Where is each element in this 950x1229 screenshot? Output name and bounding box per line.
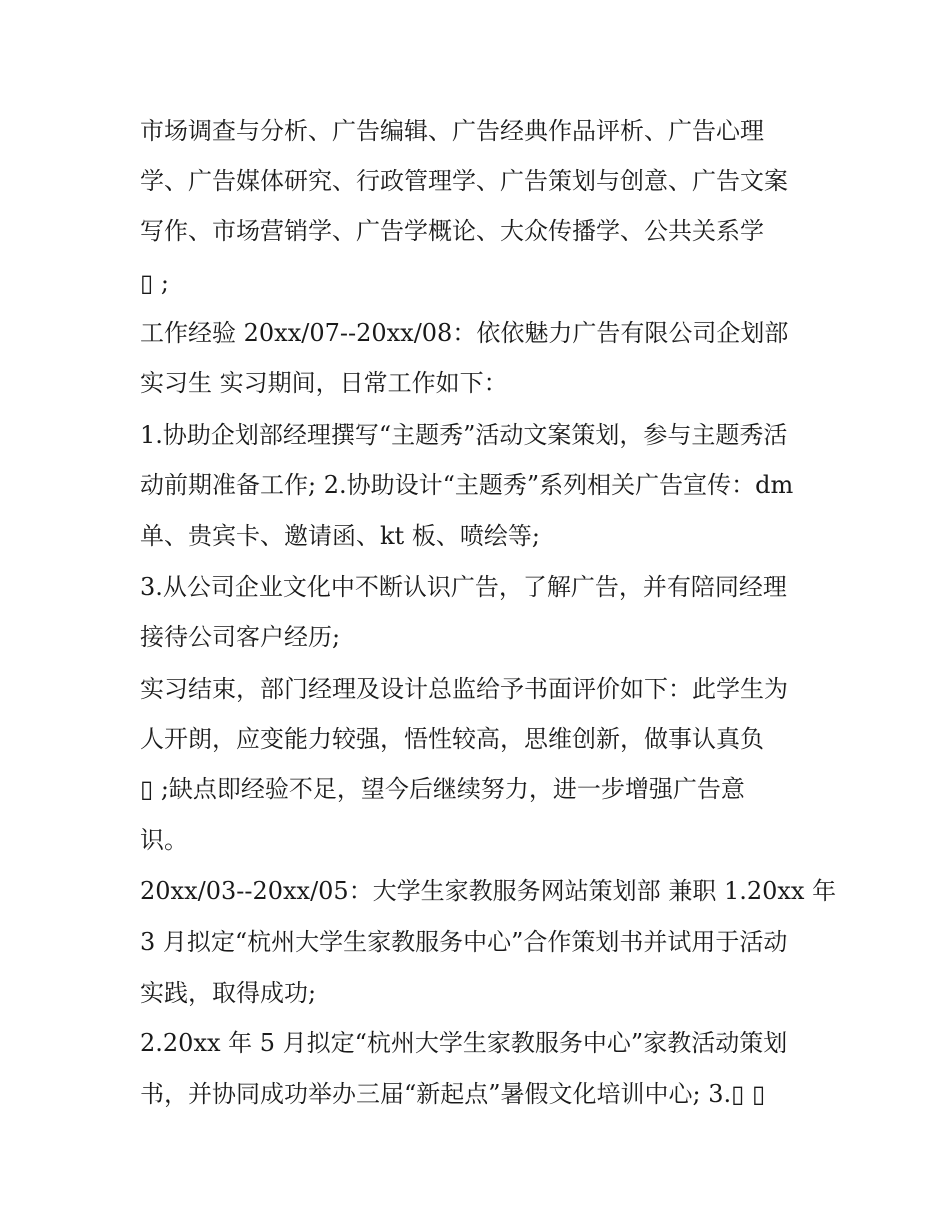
text-line: 市场调查与分析、广告编辑、广告经典作品评析、广告心理 (140, 117, 764, 145)
text-line: 工作经验 20xx/07--20xx/08：依依魅力广告有限公司企划部 (140, 319, 789, 347)
text-line: 接待公司客户经历; (140, 623, 341, 651)
text-line: 3 月拟定“杭州大学生家教服务中心”合作策划书并试用于活动 (140, 928, 788, 956)
text-line: 书，并协同成功举办三届“新起点”暑假文化培训中心; 3.▯ ▯ (140, 1080, 766, 1108)
text-line: ▯ ; (140, 269, 169, 297)
text-line: 20xx/03--20xx/05：大学生家教服务网站策划部 兼职 1.20xx 年 (140, 877, 837, 905)
text-line: 学、广告媒体研究、行政管理学、广告策划与创意、广告文案 (140, 167, 788, 195)
text-line: ▯ ;缺点即经验不足，望今后继续努力，进一步增强广告意 (140, 775, 745, 803)
text-line: 人开朗，应变能力较强，悟性较高，思维创新，做事认真负 (140, 725, 764, 753)
text-line: 单、贵宾卡、邀请函、kt 板、喷绘等; (140, 522, 540, 550)
text-line: 2.20xx 年 5 月拟定“杭州大学生家教服务中心”家教活动策划 (140, 1029, 788, 1057)
text-line: 实习结束，部门经理及设计总监给予书面评价如下：此学生为 (140, 675, 788, 703)
text-line: 3.从公司企业文化中不断认识广告，了解广告，并有陪同经理 (140, 573, 787, 601)
text-line: 识。 (140, 826, 188, 854)
text-line: 实习生 实习期间，日常工作如下： (140, 369, 508, 397)
text-line: 1.协助企划部经理撰写“主题秀”活动文案策划，参与主题秀活 (140, 421, 788, 449)
text-line: 写作、市场营销学、广告学概论、大众传播学、公共关系学 (140, 217, 764, 245)
text-line: 动前期准备工作; 2.协助设计“主题秀”系列相关广告宣传：dm (140, 471, 794, 499)
text-line: 实践，取得成功; (140, 979, 317, 1007)
